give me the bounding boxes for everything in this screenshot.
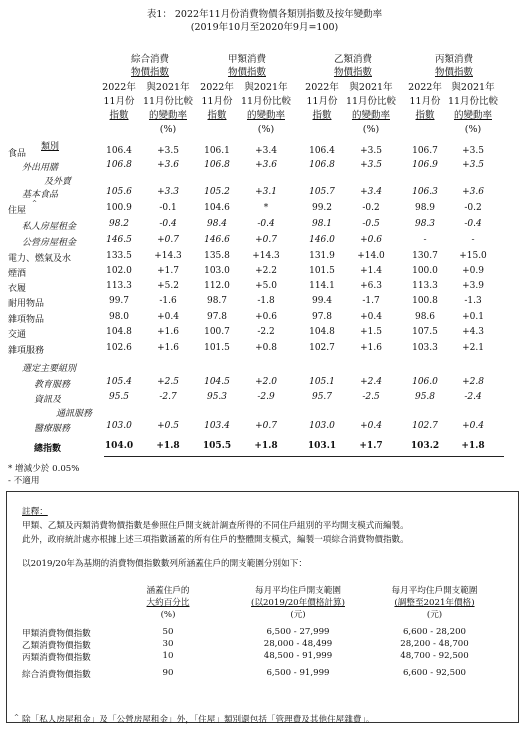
index-header-label-1: 指數: [109, 110, 129, 121]
change-value: -1.3: [464, 296, 482, 306]
change-value: +2.2: [255, 266, 277, 276]
row-label: 煙酒: [8, 269, 27, 279]
change-value: +0.6: [255, 312, 277, 322]
index-value: 103.1: [307, 441, 337, 451]
change-value: +0.5: [157, 421, 179, 431]
exp-row-range-2019: 48,500 - 91,999: [263, 651, 333, 661]
index-value: 103.0: [204, 266, 230, 276]
index-value: 97.8: [311, 312, 333, 322]
category-column-header: 類別: [41, 142, 60, 152]
change-value: +3.5: [462, 146, 484, 156]
change-value: -2.5: [362, 392, 380, 402]
exp-row-percent: 90: [162, 668, 174, 678]
exp-col1-header-l3: (%): [160, 610, 176, 620]
row-label: 教育服務: [34, 380, 71, 390]
change-header-l2-2: 11月份比較: [240, 96, 292, 107]
change-value: +1.8: [156, 441, 180, 451]
exp-row-range-2021: 6,600 - 28,200: [402, 627, 467, 637]
index-value: 106.8: [309, 160, 335, 170]
change-value: +0.4: [462, 421, 484, 431]
change-header-l1-2: 與2021年: [244, 82, 288, 93]
index-value: 106.8: [204, 160, 230, 170]
group-2-name-line1: 甲類消費: [227, 54, 266, 65]
index-value: 101.5: [204, 343, 230, 353]
exp-col1-header-l1: 涵蓋住戶的: [146, 586, 190, 596]
index-value: 105.1: [309, 377, 335, 387]
change-value: +3.5: [360, 146, 382, 156]
index-value: 113.3: [106, 281, 132, 291]
index-header-year-3: 2022年: [305, 82, 339, 93]
group-3-name-line1: 乙類消費: [333, 54, 372, 65]
notes-paragraph1-line1: 甲類、乙類及丙類消費物價指數是參照住戶開支統計調查所得的不同住戶組別的平均開支模式而編製。: [22, 521, 409, 531]
index-value: 105.4: [106, 377, 132, 387]
index-value: 95.5: [108, 392, 130, 402]
index-value: 102.7: [412, 421, 438, 431]
exp-row-name: 綜合消費物價指數: [22, 670, 91, 680]
index-header-month-3: 11月份: [306, 96, 338, 107]
exp-row-range-2021: 28,200 - 48,700: [400, 639, 469, 649]
change-value: +3.6: [462, 187, 484, 197]
row-label: 食品: [8, 149, 27, 159]
group-2-name-line2: 物價指數: [227, 67, 266, 78]
exp-col3-header-l1: 每月平均住戶開支範圍: [391, 586, 478, 596]
index-value: 103.3: [412, 343, 438, 353]
change-value: -0.4: [257, 219, 275, 229]
change-value: +0.7: [157, 235, 179, 245]
row-label: 耐用物品: [8, 299, 45, 309]
index-value: 105.7: [309, 187, 335, 197]
index-value: 106.8: [106, 160, 132, 170]
change-value: +3.5: [157, 146, 179, 156]
index-value: 104.5: [204, 377, 230, 387]
change-value: +0.4: [360, 421, 382, 431]
change-value: +0.4: [360, 312, 382, 322]
change-header-l1-4: 與2021年: [451, 82, 495, 93]
change-value: +0.9: [462, 266, 484, 276]
last-note: 除「私人房屋租金」及「公營房屋租金」外，「住屋」類別還包括「管理費及其他住屋雜費」。: [22, 715, 375, 725]
change-value: -1.8: [257, 296, 275, 306]
change-value: +5.2: [157, 281, 179, 291]
index-value: 133.5: [106, 251, 132, 261]
exp-row-range-2019: 6,500 - 27,999: [266, 627, 330, 637]
index-value: 130.7: [412, 251, 438, 261]
index-value: 146.6: [204, 235, 230, 245]
index-value: 95.8: [414, 392, 436, 402]
change-header-unit-1: (%): [159, 124, 177, 135]
notes-heading: 註釋：: [22, 507, 48, 517]
change-header-l1-1: 與2021年: [146, 82, 190, 93]
change-value: -2.2: [257, 327, 275, 337]
exp-col1-header-l2: 大約百分比: [146, 598, 190, 608]
change-value: +0.7: [255, 235, 277, 245]
change-value: +3.5: [360, 160, 382, 170]
index-value: 112.0: [204, 281, 230, 291]
index-value: 146.5: [106, 235, 132, 245]
index-header-year-1: 2022年: [102, 82, 136, 93]
index-header-label-3: 指數: [312, 110, 332, 121]
index-value: 102.7: [309, 343, 335, 353]
exp-col3-header-l3: (元): [426, 610, 443, 620]
row-label: 外出用膳: [22, 163, 59, 173]
index-value: 105.6: [106, 187, 132, 197]
exp-row-percent: 30: [162, 639, 174, 649]
change-value: -2.4: [464, 392, 482, 402]
row-label: 醫療服務: [34, 424, 71, 434]
index-value: 100.7: [204, 327, 230, 337]
index-value: 95.7: [311, 392, 333, 402]
index-value: 99.2: [311, 203, 333, 213]
index-value: 146.0: [309, 235, 335, 245]
index-value: 102.0: [106, 266, 132, 276]
change-value: -0.2: [362, 203, 380, 213]
index-value: 131.9: [309, 251, 335, 261]
exp-col2-header-l3: (元): [290, 610, 306, 620]
change-value: +2.8: [462, 377, 484, 387]
index-value: 98.6: [414, 312, 436, 322]
index-value: 104.8: [106, 327, 132, 337]
change-header-l2-4: 11月份比較: [447, 96, 499, 107]
change-value: +1.7: [359, 441, 383, 451]
index-header-label-4: 指數: [415, 110, 435, 121]
change-value: +1.5: [360, 327, 382, 337]
row-label: 資訊及: [34, 395, 62, 405]
change-value: +14.0: [357, 251, 385, 261]
change-value: -0.2: [464, 203, 482, 213]
change-value: +3.9: [462, 281, 484, 291]
index-value: 98.1: [311, 219, 333, 229]
change-value: -1.6: [159, 296, 177, 306]
index-header-label-2: 指數: [207, 110, 227, 121]
index-value: 106.0: [412, 377, 438, 387]
change-value: +15.0: [459, 251, 487, 261]
change-value: +2.1: [462, 343, 484, 353]
exp-col2-header-l2: (以2019/20年價格計算): [251, 598, 345, 608]
row-label: 選定主要組別: [22, 364, 77, 374]
index-value: 97.8: [206, 312, 228, 322]
row-label: 私人房屋租金: [22, 222, 77, 232]
change-header-unit-3: (%): [362, 124, 380, 135]
index-value: 106.9: [412, 160, 438, 170]
change-value: +4.3: [462, 327, 484, 337]
change-value: +1.6: [157, 327, 179, 337]
row-label: 總指數: [34, 444, 62, 454]
index-value: 103.0: [106, 421, 132, 431]
index-value: 103.0: [309, 421, 335, 431]
index-value: 106.4: [106, 146, 132, 156]
change-header-l2-1: 11月份比較: [142, 96, 194, 107]
index-value: 100.8: [412, 296, 438, 306]
change-header-unit-4: (%): [464, 124, 482, 135]
exp-row-percent: 50: [162, 627, 174, 637]
exp-row-range-2021: 6,600 - 92,500: [402, 668, 467, 678]
index-value: 135.8: [204, 251, 230, 261]
change-value: +0.6: [360, 235, 382, 245]
change-value: +5.0: [255, 281, 277, 291]
change-value: +1.6: [157, 343, 179, 353]
exp-row-name: 乙類消費物價指數: [22, 641, 91, 651]
row-label: 公營房屋租金: [22, 238, 77, 248]
group-1-name-line1: 綜合消費: [130, 54, 169, 65]
index-value: 104.8: [309, 327, 335, 337]
change-value: +14.3: [154, 251, 182, 261]
change-value: +3.4: [360, 187, 382, 197]
row-label: 雜項物品: [8, 315, 45, 325]
change-value: -2.7: [159, 392, 177, 402]
change-value: -2.9: [257, 392, 275, 402]
exp-row-percent: 10: [162, 651, 174, 661]
row-label: 住屋: [8, 206, 27, 216]
change-value: +0.8: [255, 343, 277, 353]
change-header-l3-4: 的變動率: [453, 110, 492, 121]
change-value: +3.5: [462, 160, 484, 170]
exp-col2-header-l1: 每月平均住戶開支範圍: [255, 586, 341, 596]
index-header-year-4: 2022年: [408, 82, 442, 93]
row-label: 衣履: [8, 284, 27, 294]
index-header-month-4: 11月份: [409, 96, 441, 107]
index-value: 98.2: [108, 219, 130, 229]
index-value: 99.4: [311, 296, 333, 306]
row-label: 雜項服務: [8, 346, 45, 356]
index-header-month-1: 11月份: [103, 96, 135, 107]
index-value: 104.0: [104, 441, 134, 451]
index-value: 98.3: [414, 219, 436, 229]
change-value: +1.8: [254, 441, 278, 451]
index-value: -: [423, 235, 427, 245]
index-value: 95.3: [206, 392, 228, 402]
row-label: 基本食品: [22, 190, 59, 200]
change-value: +3.3: [157, 187, 179, 197]
change-value: +1.6: [360, 343, 382, 353]
index-value: 100.9: [106, 203, 132, 213]
index-value: 114.1: [309, 281, 335, 291]
index-value: 106.4: [309, 146, 335, 156]
index-value: 106.7: [412, 146, 438, 156]
change-value: +2.5: [157, 377, 179, 387]
change-value: +14.3: [252, 251, 280, 261]
group-3-name-line2: 物價指數: [333, 67, 372, 78]
row-label-marker: ^: [32, 200, 38, 207]
exp-row-range-2021: 48,700 - 92,500: [400, 651, 469, 661]
change-value: +6.3: [360, 281, 382, 291]
change-header-l3-1: 的變動率: [148, 110, 187, 121]
change-value: +3.6: [157, 160, 179, 170]
change-header-unit-2: (%): [257, 124, 275, 135]
index-value: 106.1: [204, 146, 230, 156]
change-value: *: [263, 203, 269, 213]
change-header-l2-3: 11月份比較: [345, 96, 397, 107]
index-value: 99.7: [108, 296, 130, 306]
index-value: 107.5: [412, 327, 438, 337]
change-value: -0.4: [159, 219, 177, 229]
table-title-line1: 表1： 2022年11月份消費物價各類別指數及按年變動率: [146, 9, 383, 20]
total-row-rule: [104, 456, 504, 457]
footnote-dash: - 不適用: [8, 476, 40, 486]
exp-row-name: 甲類消費物價指數: [22, 629, 91, 639]
change-value: +2.4: [360, 377, 382, 387]
change-value: +3.6: [255, 160, 277, 170]
index-value: 105.2: [204, 187, 230, 197]
notes-paragraph1-line2: 此外，政府統計處亦根據上述三項指數涵蓋的所有住戶的整體開支模式，編製一項綜合消費物價指數。: [22, 535, 409, 545]
change-header-l1-3: 與2021年: [349, 82, 393, 93]
change-value: +0.4: [157, 312, 179, 322]
index-header-year-2: 2022年: [200, 82, 234, 93]
row-label-continued: 及外賣: [44, 177, 72, 187]
footnote-asterisk: * 增減少於 0.05%: [8, 464, 80, 474]
change-value: -0.1: [159, 203, 177, 213]
change-value: +2.0: [255, 377, 277, 387]
index-value: 100.0: [412, 266, 438, 276]
last-note-marker: ^: [14, 714, 20, 721]
change-value: +1.8: [461, 441, 485, 451]
change-header-l3-3: 的變動率: [351, 110, 390, 121]
index-header-month-2: 11月份: [201, 96, 233, 107]
index-value: 105.5: [202, 441, 232, 451]
change-value: +3.4: [255, 146, 277, 156]
index-value: 113.3: [412, 281, 438, 291]
row-label: 交通: [8, 330, 27, 340]
index-value: 98.9: [414, 203, 436, 213]
notes-paragraph2: 以2019/20年為基期的消費物價指數數列所涵蓋住戶的開支範圍分別如下：: [22, 559, 307, 569]
exp-col3-header-l2: (調整至2021年價格): [394, 598, 475, 608]
change-value: -1.7: [362, 296, 380, 306]
index-value: 98.7: [206, 296, 228, 306]
group-4-name-line2: 物價指數: [434, 67, 473, 78]
index-value: 106.3: [412, 187, 438, 197]
exp-row-range-2019: 6,500 - 91,999: [266, 668, 330, 678]
change-value: -: [471, 235, 475, 245]
index-value: 104.6: [204, 203, 230, 213]
change-value: +0.7: [255, 421, 277, 431]
table-subtitle: (2019年10月至2020年9月=100): [190, 22, 339, 33]
change-value: +1.7: [157, 266, 179, 276]
group-4-name-line1: 丙類消費: [434, 54, 473, 65]
index-value: 98.4: [206, 219, 228, 229]
change-value: -0.5: [362, 219, 380, 229]
change-header-l3-2: 的變動率: [246, 110, 285, 121]
row-label: 電力、燃氣及水: [8, 254, 72, 264]
index-value: 103.4: [204, 421, 230, 431]
index-value: 103.2: [410, 441, 440, 451]
row-label-continued: 通訊服務: [56, 409, 93, 419]
change-value: +1.4: [360, 266, 382, 276]
exp-row-name: 丙類消費物價指數: [22, 653, 91, 663]
index-value: 102.6: [106, 343, 132, 353]
change-value: +0.1: [462, 312, 484, 322]
index-value: 101.5: [309, 266, 335, 276]
table-title: [0, 9, 529, 20]
change-value: +3.1: [255, 187, 277, 197]
exp-row-range-2019: 28,000 - 48,499: [263, 639, 333, 649]
index-value: 98.0: [108, 312, 130, 322]
group-1-name-line2: 物價指數: [130, 67, 169, 78]
change-value: -0.4: [464, 219, 482, 229]
